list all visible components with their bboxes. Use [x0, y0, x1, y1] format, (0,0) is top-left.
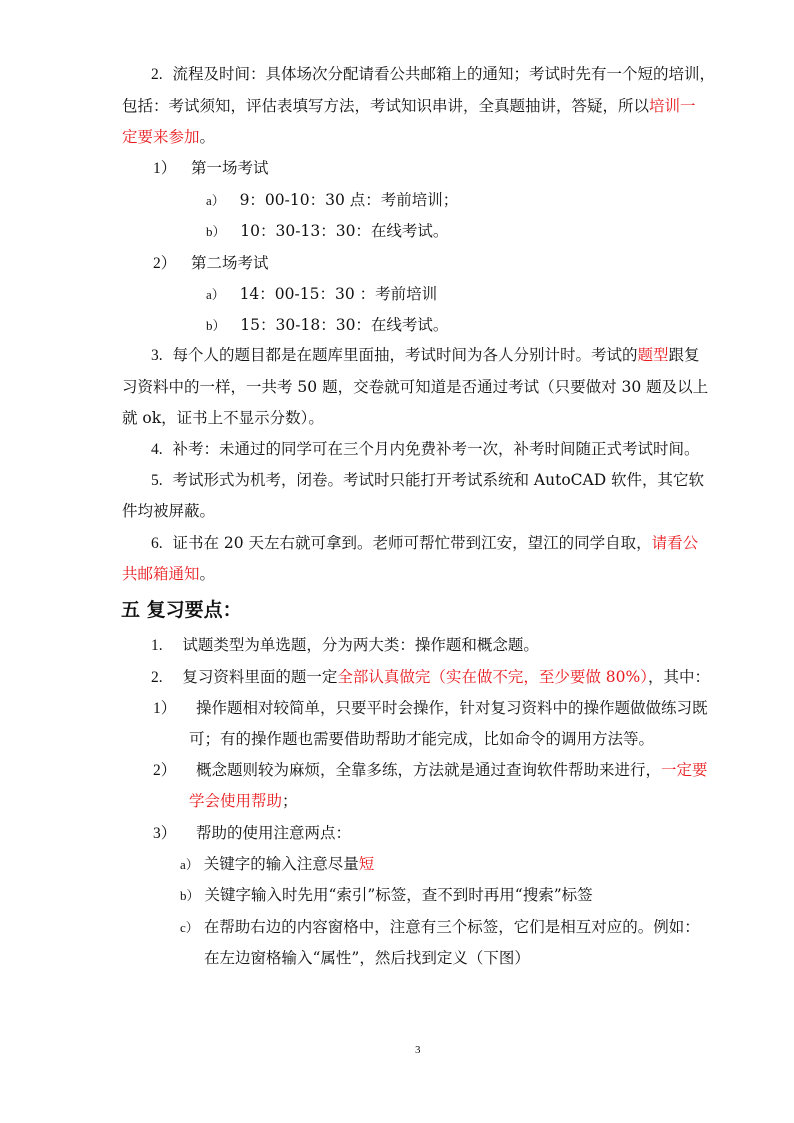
sub-number: 1） — [153, 700, 177, 717]
p3-line1 — [151, 345, 700, 366]
rs2-line2 — [189, 791, 298, 811]
p3-line2 — [122, 377, 708, 397]
s2-title-line — [153, 253, 269, 274]
item-number: 2. — [151, 669, 163, 686]
p5-line2 — [122, 501, 215, 521]
text: 在帮助右边的内容窗格中，注意有三个标签，它们是相互对应的。例如： — [203, 918, 700, 936]
highlight-text: 请看公 — [651, 534, 699, 552]
rs2-line1 — [153, 760, 708, 781]
text: 可；有的操作题也需要借助帮助才能完成，比如命令的调用方法等。 — [189, 730, 655, 748]
rs3-c-line2 — [204, 948, 530, 968]
sub-number: 3） — [153, 825, 177, 842]
rs3-c-line1 — [180, 917, 700, 938]
text: 就 ok，证书上不显示分数）。 — [122, 409, 324, 427]
text: 考试形式为机考，闭卷。考试时只能打开考试系统和 AutoCAD 软件，其它软 — [172, 471, 705, 489]
text: 帮助的使用注意两点： — [195, 824, 351, 842]
text: 第一场考试 — [191, 159, 269, 177]
p4-line — [151, 439, 700, 460]
text: 复习资料里面的题一定 — [182, 668, 338, 686]
highlight-text: 培训一 — [649, 97, 696, 115]
rs3-a-line — [180, 854, 374, 875]
item-number: 6. — [151, 535, 163, 552]
p2-line2 — [122, 96, 696, 116]
rs3-b-line — [180, 885, 593, 906]
text: ； — [282, 792, 298, 810]
highlight-text: 短 — [358, 855, 375, 873]
sub-letter: c） — [180, 920, 199, 935]
sub-letter: b） — [180, 888, 200, 903]
rs3-title-line — [153, 823, 351, 844]
highlight-text: 题型 — [637, 346, 669, 364]
r1-line — [151, 635, 539, 656]
rs1-line2 — [189, 729, 654, 749]
text: 9：00-10：30 点：考前培训； — [239, 191, 459, 209]
highlight-text: 全部认真做完（实在做不完，至少要做 80%） — [337, 668, 648, 686]
text: 。 — [199, 128, 216, 146]
highlight-text: 定要来参加 — [122, 128, 200, 146]
text: 证书在 20 天左右就可拿到。老师可帮忙带到江安，望江的同学自取， — [172, 534, 652, 552]
page-number: 3 — [415, 1044, 421, 1056]
sub-letter: b） — [206, 318, 226, 333]
text: 关键字输入时先用“索引”标签，查不到时再用“搜索”标签 — [204, 886, 593, 904]
text: 第二场考试 — [191, 254, 269, 272]
s1-a-line — [206, 190, 458, 211]
text: 包括：考试须知，评估表填写方法，考试知识串讲，全真题抽讲，答疑，所以 — [122, 97, 650, 115]
text: 在左边窗格输入“属性”，然后找到定义（下图） — [204, 949, 530, 967]
text: 试题类型为单选题，分为两大类：操作题和概念题。 — [182, 636, 539, 654]
s2-a-line — [206, 284, 437, 305]
p2-line1 — [151, 64, 715, 85]
p2-line3 — [122, 127, 215, 147]
highlight-text: 学会使用帮助 — [189, 792, 283, 810]
highlight-text: 共邮箱通知 — [122, 565, 200, 583]
sub-number: 1） — [153, 160, 177, 177]
sub-number: 2） — [153, 762, 177, 779]
item-number: 3. — [151, 347, 163, 364]
p3-line3 — [122, 408, 324, 428]
text: 14：00-15：30 ：考前培训 — [239, 285, 438, 303]
text: 件均被屏蔽。 — [122, 502, 216, 520]
sub-number: 2） — [153, 255, 177, 272]
sub-letter: a） — [180, 857, 199, 872]
item-number: 2. — [151, 66, 163, 83]
s1-b-line — [206, 221, 448, 242]
text: 15：30-18：30：在线考试。 — [240, 316, 449, 334]
text: 概念题则较为麻烦，全靠多练，方法就是通过查询软件帮助来进行， — [195, 761, 661, 779]
text: 。 — [199, 565, 216, 583]
text: 操作题相对较简单，只要平时会操作，针对复习资料中的操作题做做练习既 — [195, 699, 708, 717]
text: ，其中： — [648, 668, 711, 686]
text: 补考：未通过的同学可在三个月内免费补考一次，补考时间随正式考试时间。 — [172, 440, 700, 458]
sub-letter: b） — [206, 224, 226, 239]
text: 10：30-13：30：在线考试。 — [240, 222, 449, 240]
rs1-line1 — [153, 698, 708, 719]
text: 关键字的输入注意尽量 — [203, 855, 359, 873]
sub-letter: a） — [206, 193, 225, 208]
sub-letter: a） — [206, 287, 225, 302]
text: 习资料中的一样，一共考 50 题，交卷就可知道是否通过考试（只要做对 30 题及以上 — [122, 378, 709, 396]
highlight-text: 一定要 — [661, 761, 708, 779]
p6-line1 — [151, 533, 698, 554]
s1-title-line — [153, 158, 269, 179]
s2-b-line — [206, 315, 448, 336]
text: 流程及时间：具体场次分配请看公共邮箱上的通知；考试时先有一个短的培训， — [172, 65, 715, 83]
r2-line — [151, 667, 710, 688]
item-number: 5. — [151, 472, 163, 489]
p5-line1 — [151, 470, 704, 491]
text: 每个人的题目都是在题库里面抽，考试时间为各人分别计时。考试的 — [172, 346, 638, 364]
p6-line2 — [122, 564, 215, 584]
item-number: 4. — [151, 441, 163, 458]
section-heading: 五 复习要点： — [121, 599, 242, 621]
text: 跟复 — [668, 346, 700, 364]
item-number: 1. — [151, 637, 163, 654]
